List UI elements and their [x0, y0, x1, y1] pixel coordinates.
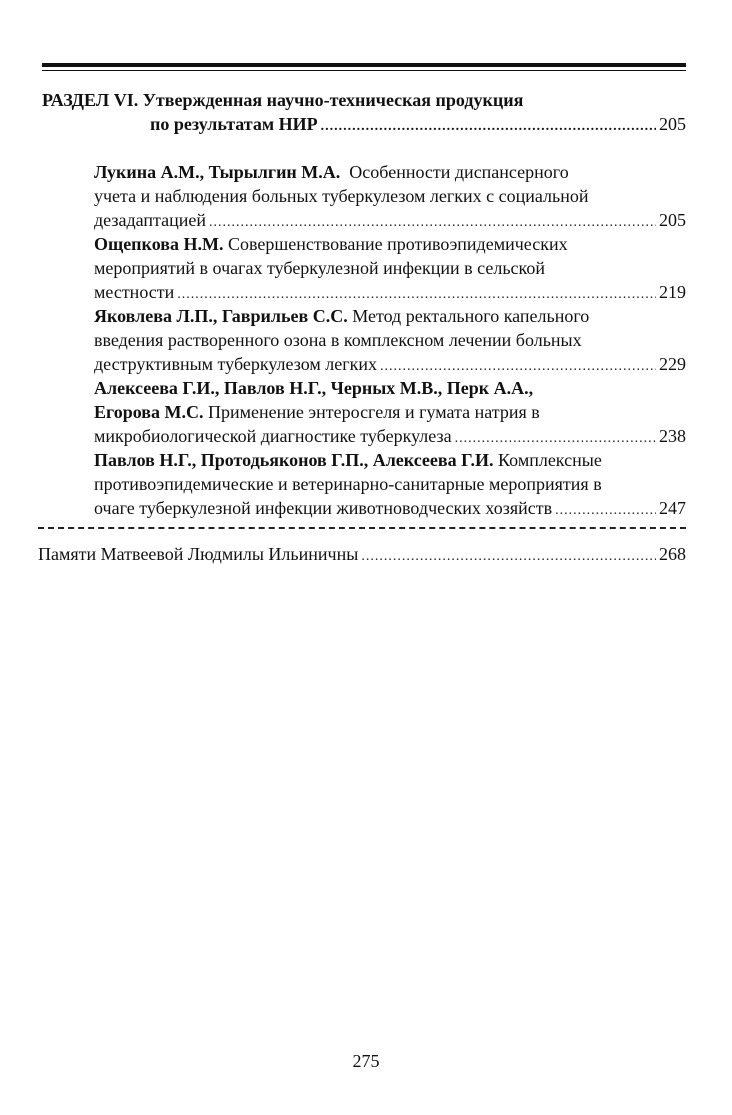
entry-title: Совершенствование противоэпидемических	[223, 234, 568, 254]
entry-page-number: 205	[659, 210, 686, 230]
entry-authors: Лукина А.М., Тырылгин М.А.	[94, 162, 341, 182]
toc-entry-5-line3	[94, 496, 686, 523]
dot-leader	[321, 115, 656, 139]
toc-entry-memorial	[38, 542, 686, 569]
section-title-line1: РАЗДЕЛ VI. Утвержденная научно-техническая продукция	[42, 90, 524, 110]
section-page-number: 205	[659, 114, 686, 134]
toc-entry-1-line3	[94, 208, 686, 235]
entry-title-end: очаге туберкулезной инфекции животноводческих хозяйств	[94, 498, 553, 518]
footer-page-number: 275	[352, 1051, 380, 1071]
dot-leader	[361, 545, 656, 569]
toc-entry-1-line1	[94, 160, 569, 184]
entry-page-number: 229	[659, 354, 686, 374]
section-title-row	[150, 112, 686, 139]
toc-entry-5-line1	[94, 448, 602, 472]
entry-title-end: дезадаптацией	[94, 210, 206, 230]
toc-entry-2-line3	[94, 280, 686, 307]
entry-title: Применение энтеросгеля и гумата натрия в	[203, 402, 540, 422]
toc-entry-3-line2: введения растворенного озона в комплексном лечении больных	[94, 330, 582, 350]
entry-page-number: 247	[659, 498, 686, 518]
top-rule-thin	[42, 70, 686, 71]
entry-title: Комплексные	[493, 450, 602, 470]
toc-entry-2-line1	[94, 232, 568, 256]
entry-title-end: местности	[94, 282, 175, 302]
toc-entry-4-line2	[94, 400, 540, 424]
entry-title-end: микробиологической диагностике туберкулеза	[94, 426, 452, 446]
toc-entry-3-line1	[94, 304, 589, 328]
toc-entry-4-line3	[94, 424, 686, 451]
toc-entry-1-line2: учета и наблюдения больных туберкулезом легких с социальной	[94, 186, 589, 206]
entry-page-number: 219	[659, 282, 686, 302]
entry-authors: Егорова М.С.	[94, 402, 204, 422]
entry-title-end: деструктивным туберкулезом легких	[94, 354, 378, 374]
entry-authors: Павлов Н.Г., Протодьяконов Г.П., Алексеева Г.И.	[94, 450, 494, 470]
toc-entry-2-line2: мероприятий в очагах туберкулезной инфекции в сельской	[94, 258, 545, 278]
dot-leader	[555, 499, 656, 523]
entry-authors: Яковлева Л.П., Гаврильев С.С.	[94, 306, 348, 326]
toc-entry-5-line2: противоэпидемические и ветеринарно-санитарные мероприятия в	[94, 474, 602, 494]
top-rule-thick	[42, 63, 686, 67]
memorial-page-number: 268	[659, 544, 686, 564]
dashed-separator	[38, 527, 686, 529]
entry-title: Метод ректального капельного	[347, 306, 590, 326]
entry-authors: Ощепкова Н.М.	[94, 234, 224, 254]
toc-entry-3-line3	[94, 352, 686, 379]
entry-page-number: 238	[659, 426, 686, 446]
entry-title: Особенности диспансерного	[340, 162, 569, 182]
memorial-title: Памяти Матвеевой Людмилы Ильиничны	[38, 544, 359, 564]
section-title-line2: по результатам НИР	[150, 114, 318, 134]
toc-entry-4-line1: Алексеева Г.И., Павлов Н.Г., Черных М.В., Перк А.А.,	[94, 378, 534, 398]
